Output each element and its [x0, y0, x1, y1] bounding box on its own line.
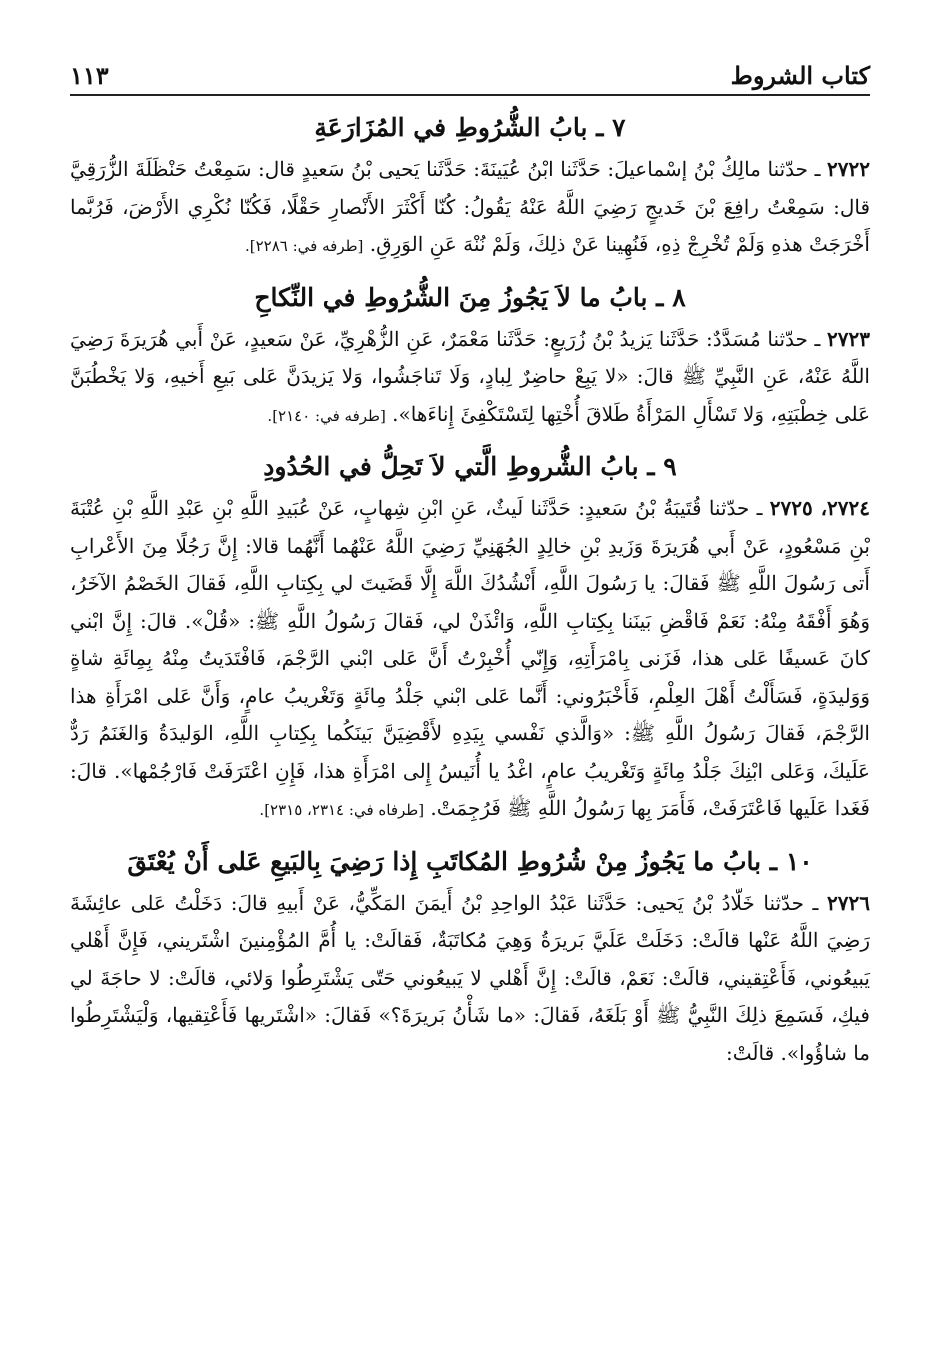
hadith-number: ٢٧٢٣	[827, 326, 870, 351]
book-title: كتاب الشروط	[730, 61, 870, 90]
hadith-number: ٢٧٢٢	[827, 157, 870, 181]
hadith-paragraph	[70, 885, 870, 1075]
hadith-reference: [طرفاه في: ٢٣١٤، ٢٣١٥].	[259, 801, 425, 819]
hadith-text: ـ حدّثنا خَلّادُ بْنُ يَحيى: حَدَّثَنا عَبْدُ الواحِدِ بْنُ أَيمَنَ المَكِّيُّ، عَنْ أَبيهِ قالَ: دَخَلْتُ عَلى عائِشَةَ رَضِيَ اللَّهُ عَنْها قالَتْ: دَخَلَتْ عَلَيَّ بَريرَةُ وَهِيَ مُكاتَبَةٌ، فَقالَتْ: يا أُمَّ المُؤْمِنينَ اشْتَريني، فَإِنَّ أَهْلي يَبيعُوني، فَأَعْتِقيني، قالَتْ: نَعَمْ، قالَتْ: إِنَّ أَهْلي لا يَبيعُوني حَتّى يَشْتَرِطُوا وَلائي، قالَتْ: لا حاجَةَ لي فيكِ، فَسَمِعَ ذلِكَ النَّبِيُّ ﷺ أَوْ بَلَغَهُ، فَقالَ: «ما شَأْنُ بَريرَةَ؟» فَقالَ: «اشْتَريها فَأَعْتِقيها، وَلْيَشْتَرِطُوا ما شاؤُوا». قالَتْ:	[70, 890, 870, 1065]
hadith-text: ـ حدّثنا قُتَيبَةُ بْنُ سَعيدٍ: حَدَّثَنا لَيثٌ، عَنِ ابْنِ شِهابٍ، عَنْ عُبَيدِ اللَّهِ بْنِ عَبْدِ اللَّهِ بْنِ عُتْبَةَ بْنِ مَسْعُودٍ، عَنْ أَبي هُرَيرَةَ وَزَيدِ بْنِ خالِدٍ الجُهَنِيِّ رَضِيَ اللَّهُ عَنْهُما أَنَّهُما قالا: إِنَّ رَجُلًا مِنَ الأَعْرابِ أَتى رَسُولَ اللَّهِ ﷺ فَقالَ: يا رَسُولَ اللَّهِ، أَنْشُدُكَ اللَّهَ إِلَّا قَضَيتَ لي بِكِتابِ اللَّهِ، فَقالَ الخَصْمُ الآخَرُ، وَهُوَ أَفْقَهُ مِنْهُ: نَعَمْ فَاقْضِ بَينَنا بِكِتابِ اللَّهِ، وَائْذَنْ لي، فَقالَ رَسُولُ اللَّهِ ﷺ: «قُلْ». قالَ: إِنَّ ابْني كانَ عَسيفًا عَلى هذا، فَزَنى بِامْرَأَتِهِ، وَإِنّي أُخْبِرْتُ أَنَّ عَلى ابْني الرَّجْمَ، فَافْتَدَيتُ مِنْهُ بِمِائَةِ شاةٍ وَوَليدَةٍ، فَسَأَلْتُ أَهْلَ العِلْمِ، فَأَخْبَرُوني: أَنَّما عَلى ابْني جَلْدُ مِائَةٍ وَتَغْريبُ عامٍ، وَأَنَّ عَلى امْرَأَةِ هذا الرَّجْمَ، فَقالَ رَسُولُ اللَّهِ ﷺ: «وَالَّذي نَفْسي بِيَدِهِ لأَقْضِيَنَّ بَينَكُما بِكِتابِ اللَّهِ، الوَليدَةُ وَالغَنَمُ رَدٌّ عَلَيكَ، وَعَلى ابْنِكَ جَلْدُ مِائَةٍ وَتَغْريبُ عامٍ، اغْدُ يا أُنَيسُ إِلى امْرَأَةِ هذا، فَإِنِ اعْتَرَفَتْ فَارْجُمْها». قالَ: فَغَدا عَلَيها فَاعْتَرَفَتْ، فَأَمَرَ بِها رَسُولُ اللَّهِ ﷺ فَرُجِمَتْ.	[70, 496, 870, 820]
hadith-reference: [طرفه في: ٢١٤٠].	[267, 406, 386, 425]
chapter-heading: ٧ ـ بابُ الشُّرُوطِ في المُزَارَعَةِ	[314, 113, 626, 142]
hadith-text: ـ حدّثنا مالِكُ بْنُ إسْماعيلَ: حَدَّثَنا ابْنُ عُيَينَةَ: حَدَّثَنا يَحيى بْنُ سَعيدٍ قال: سَمِعْتُ حَنْظَلَةَ الزُّرَقِيَّ قال: سَمِعْتُ رافِعَ بْنَ خَديجٍ رَضِيَ اللَّهُ عَنْهُ يَقُولُ: كُنّا أَكْثَرَ الأَنْصارِ حَقْلًا، فَكُنّا نُكْرِي الأَرْضَ، فَرُبَّما أَخْرَجَتْ هذهِ وَلَمْ تُخْرِجْ ذِهِ، فَنُهِينا عَنْ ذلِكَ، وَلَمْ نُنْهَ عَنِ الوَرِقِ.	[70, 157, 870, 256]
section-10	[70, 844, 870, 1075]
section-9	[70, 449, 870, 830]
chapter-heading: ٩ ـ بابُ الشُّروطِ الَّتي لاَ تَحِلُّ في الحُدُودِ	[263, 452, 677, 481]
hadith-number: ٢٧٢٤، ٢٧٢٥	[769, 496, 870, 520]
hadith-number: ٢٧٢٦	[827, 890, 870, 915]
hadith-text: ـ حدّثنا مُسَدَّدٌ: حَدَّثَنا يَزيدُ بْنُ زُرَيعٍ: حَدَّثَنا مَعْمَرٌ، عَنِ الزُّهْرِيِّ، عَنْ سَعيدٍ، عَنْ أَبي هُرَيرَةَ رَضِيَ اللَّهُ عَنْهُ، عَنِ النَّبِيِّ ﷺ قالَ: «لا يَبِعْ حاضِرٌ لِبادٍ، وَلَا تَناجَشُوا، وَلا يَزيدَنَّ عَلى بَيعِ أَخيهِ، وَلا يَخْطُبَنَّ عَلى خِطْبَتِهِ، وَلا تَسْأَلِ المَرْأَةُ طَلاقَ أُخْتِها لِتَسْتَكْفِئَ إِناءَها».	[70, 326, 870, 426]
hadith-reference: [طرفه في: ٢٢٨٦].	[244, 237, 364, 255]
chapter-heading: ٨ ـ بابُ ما لاَ يَجُوزُ مِنَ الشُّرُوطِ في النِّكاحِ	[254, 282, 686, 312]
hadith-paragraph	[70, 490, 870, 830]
section-8	[70, 280, 870, 436]
section-7	[70, 110, 870, 266]
hadith-paragraph	[70, 321, 870, 436]
page-header	[70, 40, 870, 96]
book-page	[70, 40, 870, 1340]
hadith-paragraph	[70, 151, 870, 266]
chapter-heading: ١٠ ـ بابُ ما يَجُوزُ مِنْ شُرُوطِ المُكاتَبِ إِذا رَضِيَ بِالبَيعِ عَلى أَنْ يُعْتَقَ	[127, 846, 813, 876]
page-number: ١١٣	[70, 61, 109, 90]
